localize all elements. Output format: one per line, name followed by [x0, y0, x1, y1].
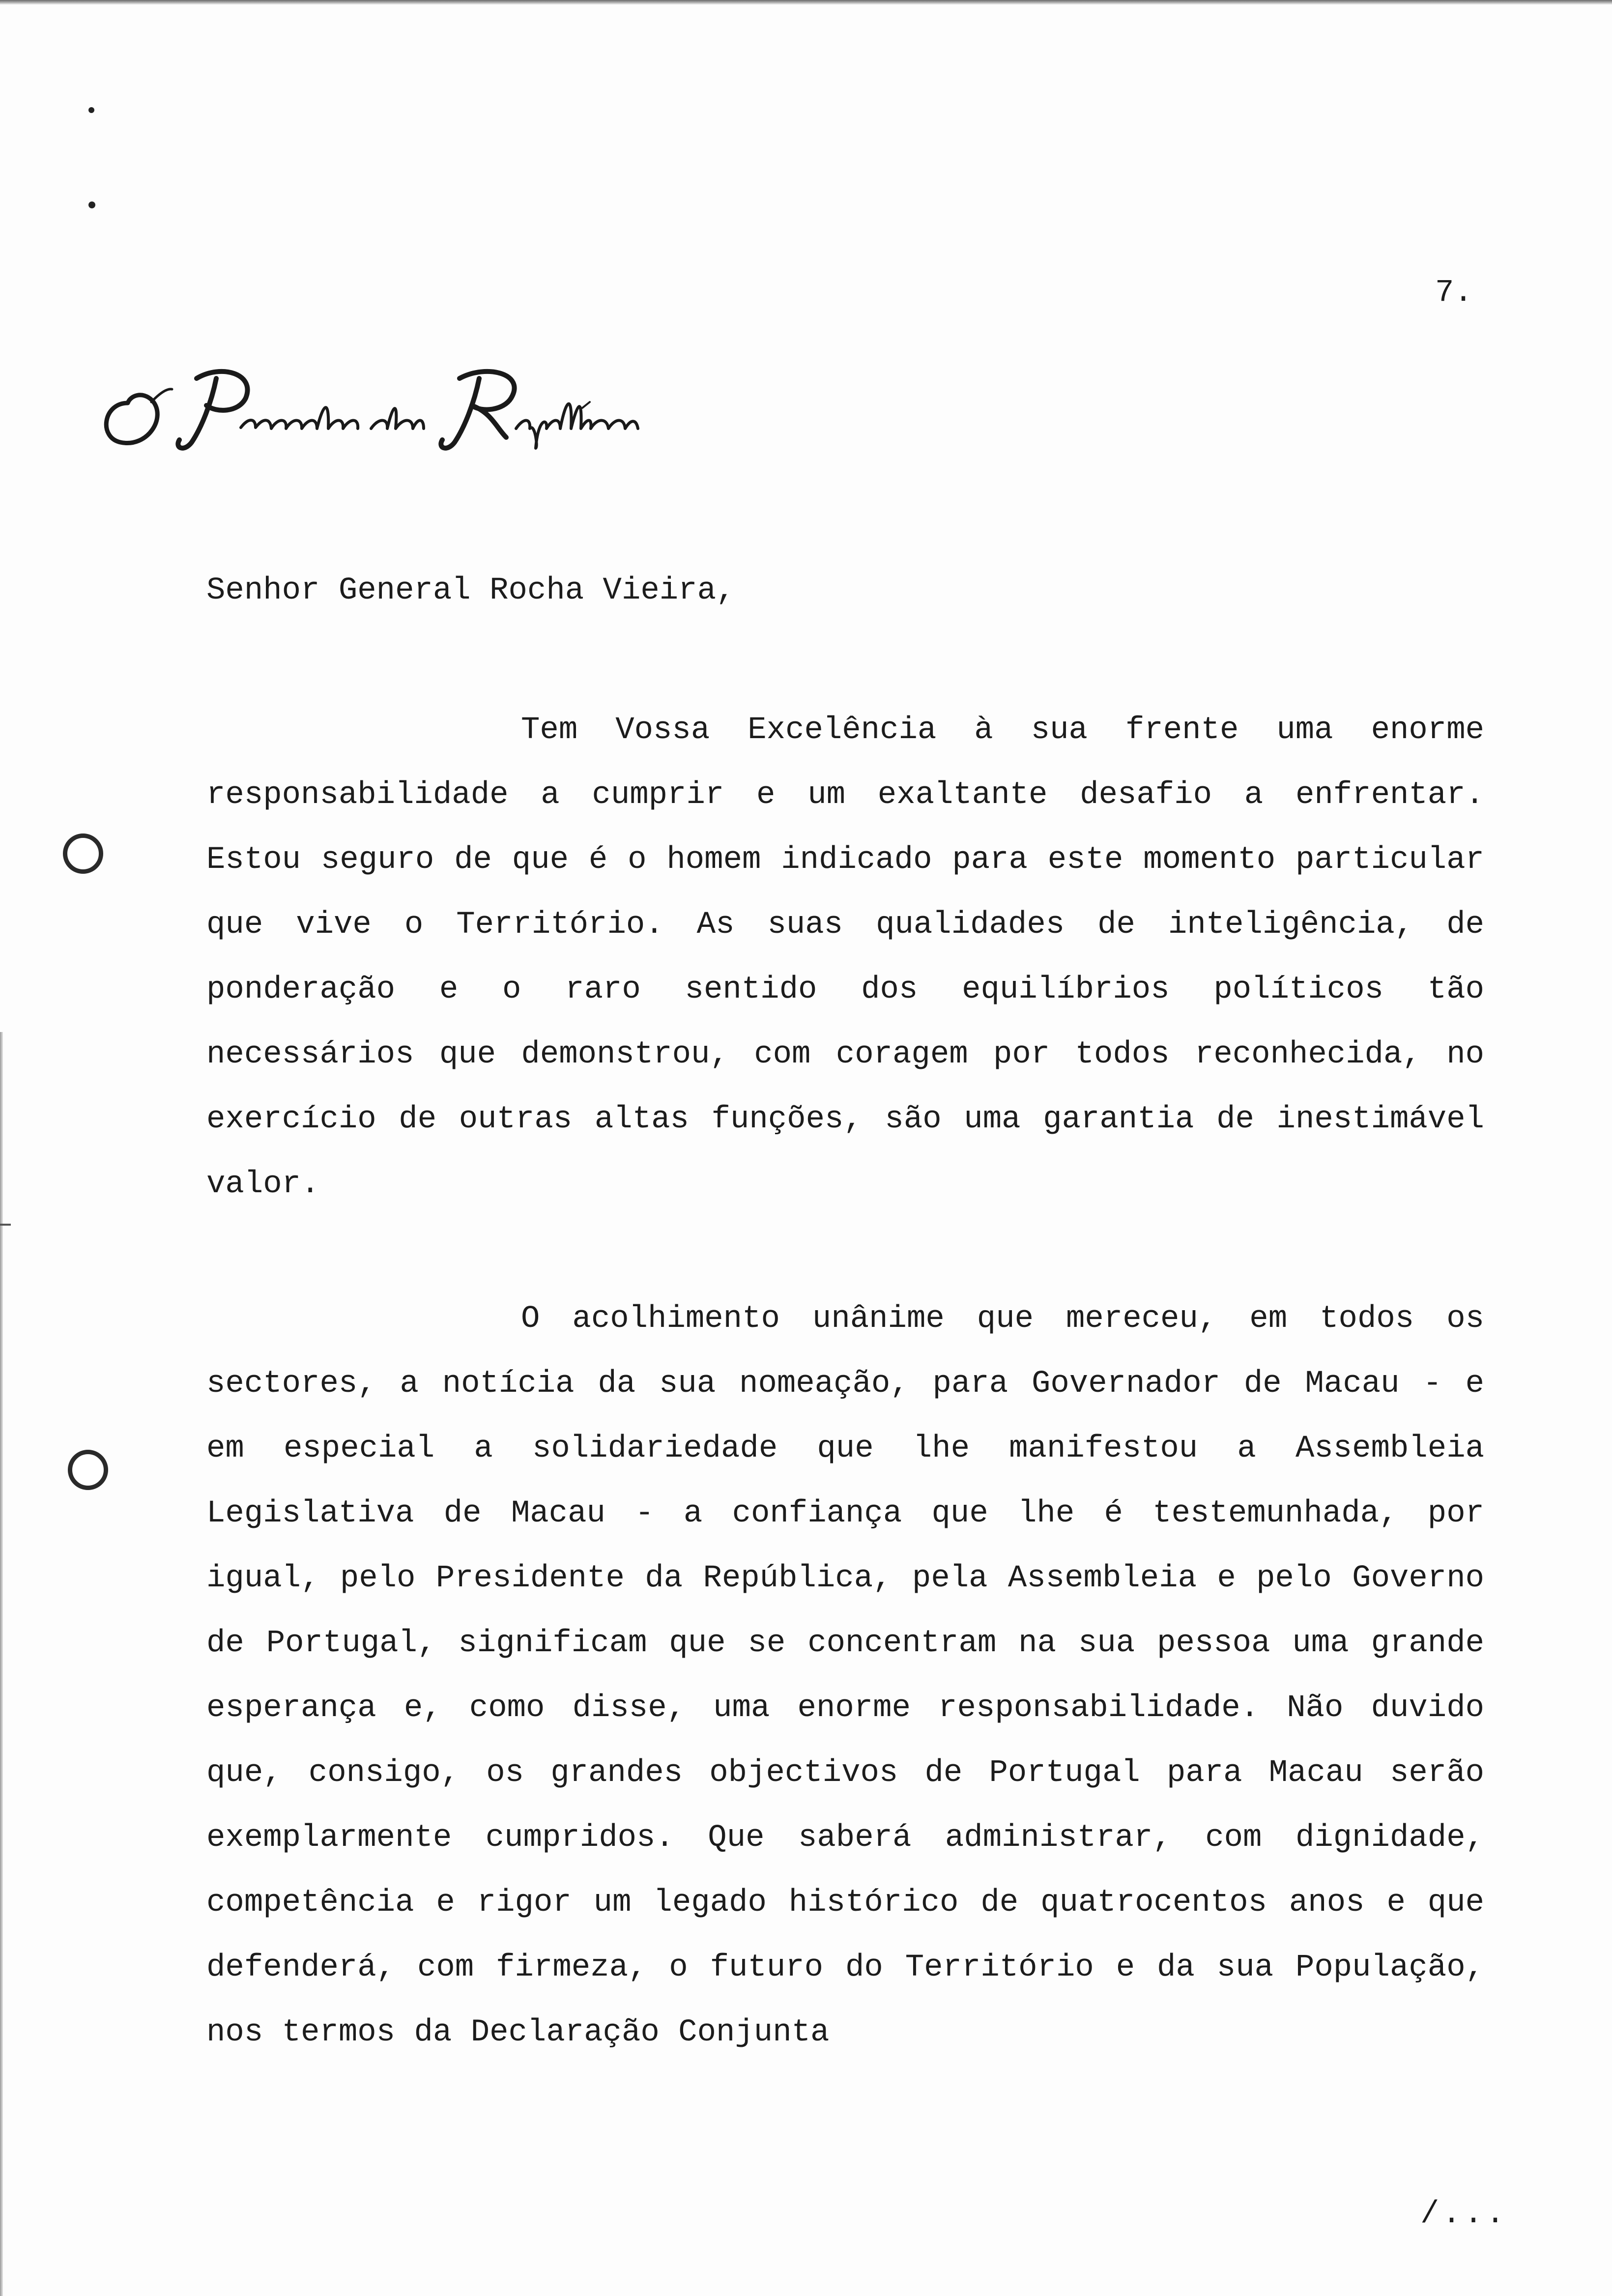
paragraph-text: O acolhimento unânime que mereceu, em todos os sectores, a notícia da sua nomeação, para Governador de Macau - e em especial a solidariedade que lhe manifestou a Assembleia Legislativa de Macau - a confiança que lhe é testemunhada, por igual, pelo Presidente da República, pela Assembleia e pelo Governo de Portugal, significam que se concentram na sua pessoa uma grande esperança e, como disse, uma enorme responsabilidade. Não duvido que, consigo, os grandes objectivos de Portugal para Macau serão exemplarmente cumpridos. Que saberá administrar, com dignidade, competência e rigor um legado histórico de quatrocentos anos e que defenderá, com firmeza, o futuro do Território e da sua População, nos termos da Declaração Conjunta	[206, 1301, 1484, 2050]
paragraph-text: Tem Vossa Excelência à sua frente uma enorme responsabilidade a cumprir e um exaltante desafio a enfrentar. Estou seguro de que é o homem indicado para este momento particular que vive o Território. As suas qualidades de inteligência, de ponderação e o raro sentido dos equilíbrios políticos tão necessários que demonstrou, com coragem por todos reconhecida, no exercício de outras altas funções, são uma garantia de inestimável valor.	[206, 713, 1484, 1202]
salutation: Senhor General Rocha Vieira,	[206, 573, 735, 608]
punch-hole-icon	[68, 1450, 108, 1490]
page-number: 7.	[1435, 275, 1473, 311]
punch-hole-icon	[63, 833, 103, 874]
scan-top-edge	[0, 0, 1612, 5]
continuation-mark: /...	[1420, 2197, 1508, 2232]
letterhead-script-logo	[93, 344, 683, 452]
scan-left-edge	[0, 1032, 3, 2296]
scan-margin-mark	[0, 1224, 11, 1226]
scan-speck-dot	[88, 201, 95, 208]
body-paragraph-1	[206, 698, 1484, 1217]
scan-speck-dot	[88, 107, 94, 113]
body-paragraph-2	[206, 1287, 1484, 2065]
letterhead	[93, 344, 683, 452]
